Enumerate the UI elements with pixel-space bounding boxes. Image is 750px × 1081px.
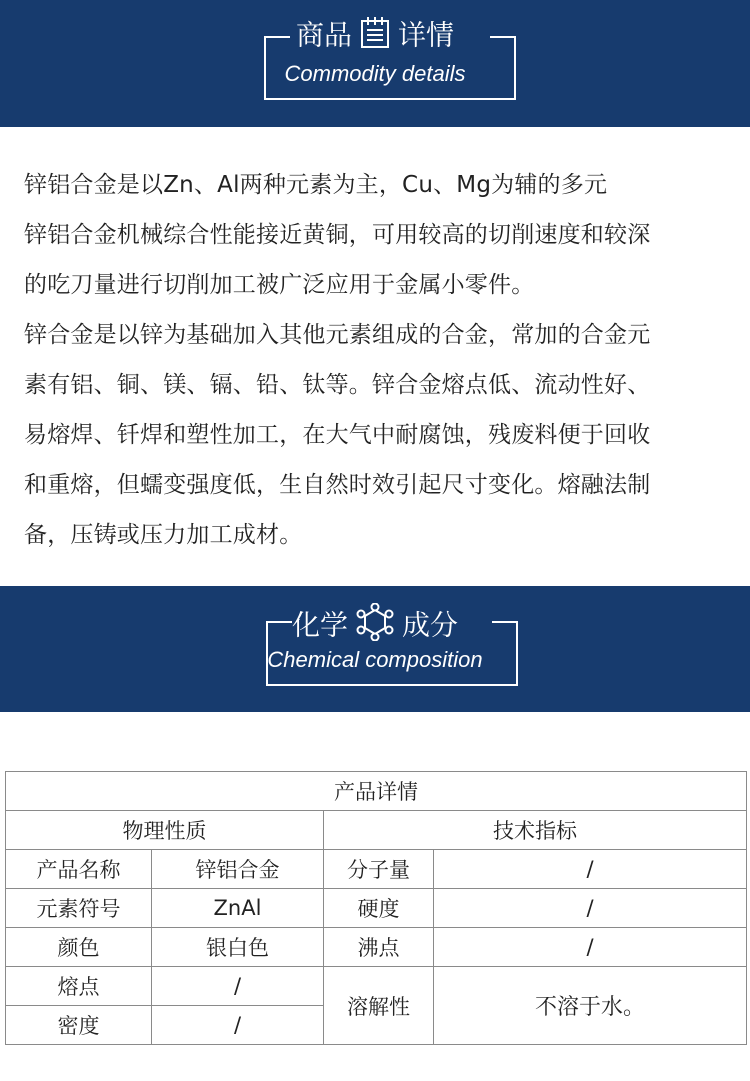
cell-label: 颜色 (6, 928, 152, 967)
cell-value: / (152, 1006, 324, 1045)
cell-label: 产品名称 (6, 850, 152, 889)
table-row (6, 967, 747, 1006)
paragraph-line: 锌合金是以锌为基础加入其他元素组成的合金，常加的合金元 (24, 322, 651, 348)
cell-value: / (152, 967, 324, 1006)
paragraph-line: 锌铝合金机械综合性能接近黄铜，可用较高的切削速度和较深 (24, 222, 651, 248)
section-title-commodity (0, 16, 750, 57)
cell-label-solubility: 溶解性 (324, 967, 434, 1045)
title-right: 详情 (398, 18, 455, 52)
group-header-technical: 技术指标 (324, 811, 747, 850)
description-text (24, 160, 739, 560)
cell-label: 密度 (6, 1006, 152, 1045)
section-title-chemical (0, 603, 750, 650)
title-right: 成分 (402, 608, 459, 642)
title-left: 商品 (295, 18, 352, 52)
notepad-icon (360, 16, 390, 57)
table-caption: 产品详情 (6, 772, 747, 811)
paragraph-line: 的吃刀量进行切削加工被广泛应用于金属小零件。 (24, 272, 535, 298)
cell-label: 分子量 (324, 850, 434, 889)
cell-value: / (434, 889, 747, 928)
cell-value: 银白色 (152, 928, 324, 967)
table-row (6, 850, 747, 889)
spec-table (5, 771, 747, 1045)
section-subtitle-chemical: Chemical composition (267, 647, 483, 672)
group-header-physical: 物理性质 (6, 811, 324, 850)
cell-label: 硬度 (324, 889, 434, 928)
cell-value: / (434, 928, 747, 967)
molecule-icon (356, 603, 394, 650)
paragraph-line: 素有铝、铜、镁、镉、铅、钛等。锌合金熔点低、流动性好、 (24, 372, 651, 398)
paragraph-line: 和重熔，但蠕变强度低，生自然时效引起尺寸变化。熔融法制 (24, 472, 651, 498)
paragraph-line: 锌铝合金是以Zn、Al两种元素为主，Cu、Mg为辅的多元 (24, 172, 608, 198)
cell-label: 元素符号 (6, 889, 152, 928)
table-row (6, 889, 747, 928)
paragraph-line: 易熔焊、钎焊和塑性加工，在大气中耐腐蚀，残废料便于回收 (24, 422, 651, 448)
cell-value: / (434, 850, 747, 889)
cell-value: ZnAl (152, 889, 324, 928)
section-subtitle-commodity: Commodity details (284, 61, 466, 86)
cell-value-solubility: 不溶于水。 (434, 967, 747, 1045)
cell-label: 沸点 (324, 928, 434, 967)
title-left: 化学 (291, 608, 348, 642)
table-row (6, 928, 747, 967)
cell-label: 熔点 (6, 967, 152, 1006)
paragraph-line: 备，压铸或压力加工成材。 (24, 522, 303, 548)
cell-value: 锌铝合金 (152, 850, 324, 889)
